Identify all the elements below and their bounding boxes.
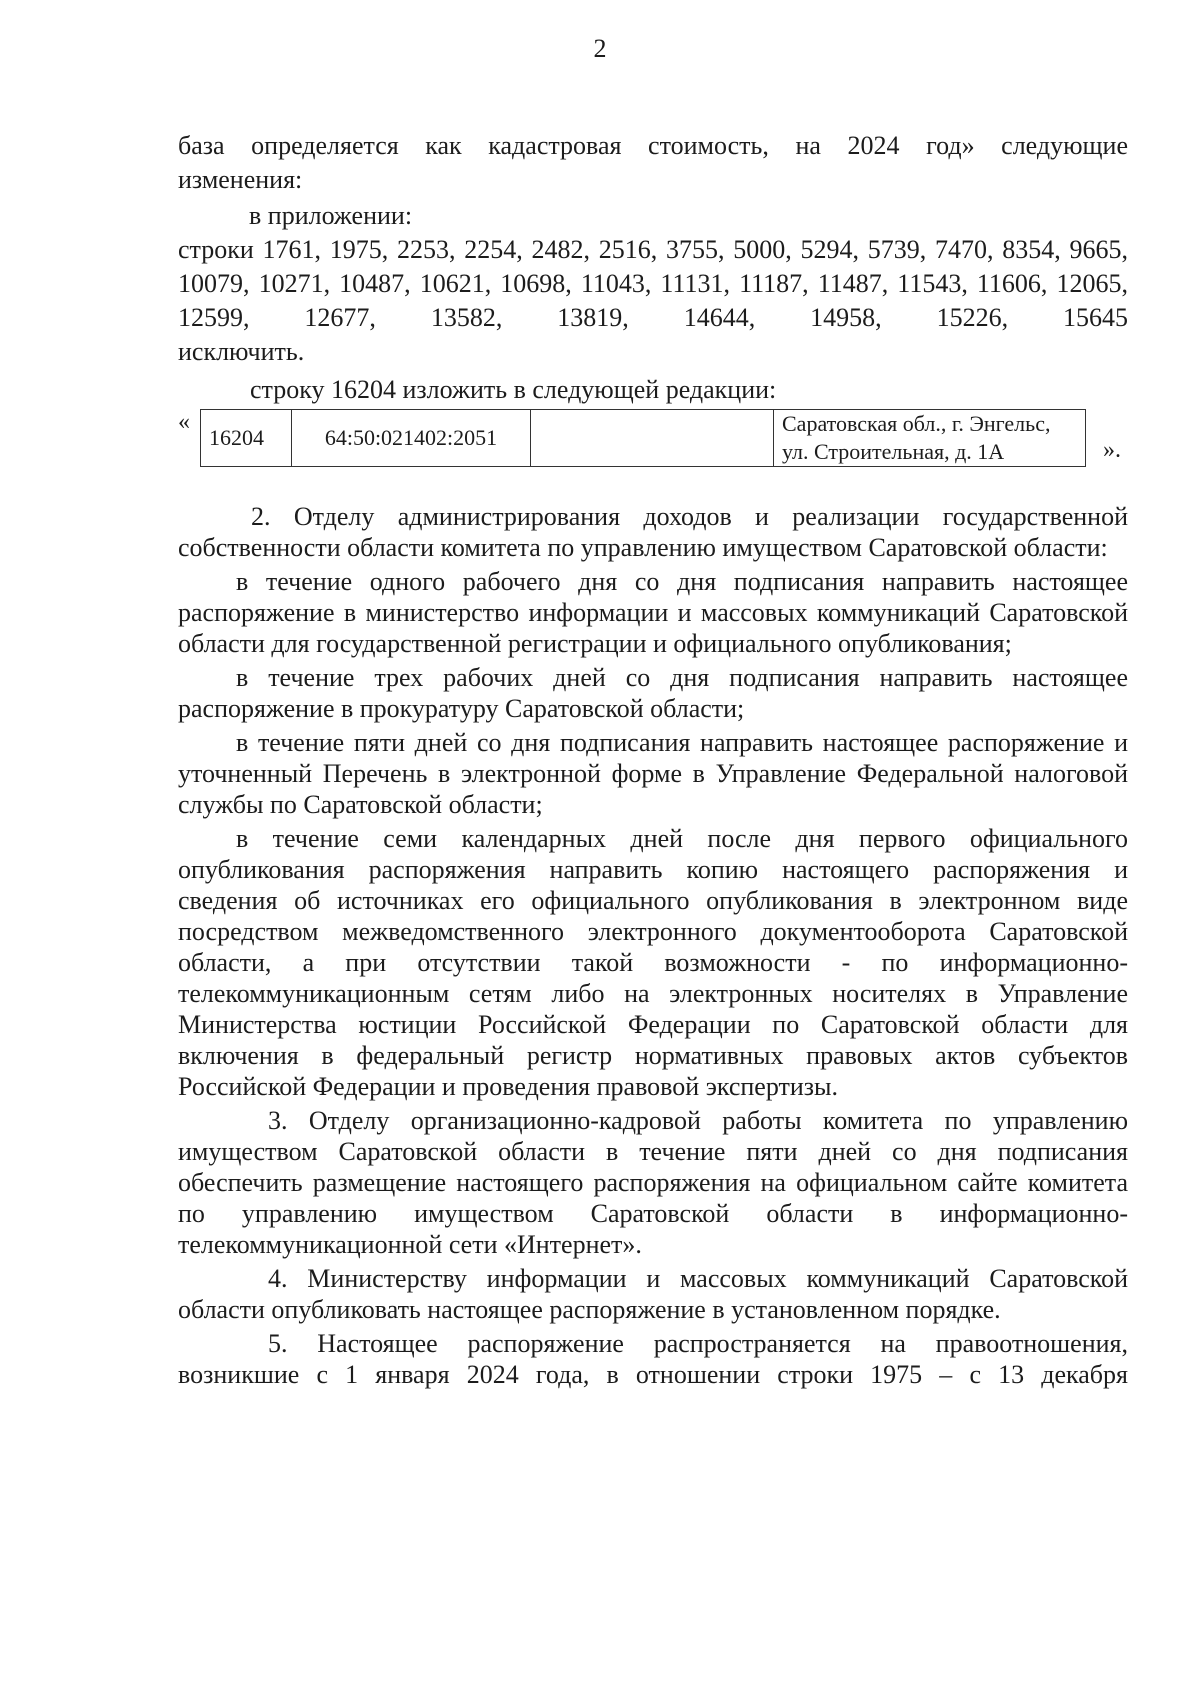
intro-line-2: изменения: <box>178 165 303 194</box>
row-number-cell: 16204 <box>201 410 292 467</box>
in-appendix-label: в приложении: <box>249 201 413 230</box>
open-quote: « <box>178 409 190 435</box>
address-line-1: Саратовская обл., г. Энгельс, <box>782 411 1051 436</box>
excluded-rows-list: строки 1761, 1975, 2253, 2254, 2482, 2516, 3755, 5000, 5294, 5739, 7470, 8354, 9665, 10079, 10271, 10487, 10621, 10698, 11043, 11131, 11187, 11487, 11543, 11606, 12065, 12599, 12677, 13582, 13819, 14644, 14958, 15226, 15645 <box>178 235 1128 332</box>
page-number: 2 <box>593 34 607 63</box>
table-row <box>201 410 1086 467</box>
paragraph-5: 5. Настоящее распоряжение распространяется на правоотношения, возникшие с 1 января 2024 года, в отношении строки 1975 – с 13 декабря <box>178 1329 1128 1389</box>
paragraph-2-item-a: в течение одного рабочего дня со дня подписания направить настоящее распоряжение в министерство информации и массовых коммуникаций Саратовской области для государственной регистрации и официального опубликования; <box>178 567 1128 658</box>
close-quote: ». <box>1103 437 1121 463</box>
amended-row-block <box>178 409 1128 467</box>
cadastral-number-cell: 64:50:021402:2051 <box>292 410 531 467</box>
paragraph-2-item-d: в течение семи календарных дней после дня первого официального опубликования распоряжения направить копию настоящего распоряжения и сведения об источниках его официального опубликования в электронном виде посредством межведомственного электронного документооборота Саратовской области, а при отсутствии такой возможности - по информационно-телекоммуникационным сетям либо на электронных носителях в Управление Министерства юстиции Российской Федерации по Саратовской области для включения в федеральный регистр нормативных правовых актов субъектов Российской Федерации и проведения правовой экспертизы. <box>178 824 1128 1101</box>
intro-line-1: база определяется как кадастровая стоимость, на 2024 год» следующие <box>178 131 1128 160</box>
paragraph-4: 4. Министерству информации и массовых коммуникаций Саратовской области опубликовать настоящее распоряжение в установленном порядке. <box>178 1264 1128 1324</box>
paragraph-2-item-b: в течение трех рабочих дней со дня подписания направить настоящее распоряжение в прокуратуру Саратовской области; <box>178 663 1128 723</box>
paragraph-2-heading: 2. Отделу администрирования доходов и реализации государственной собственности области комитета по управлению имуществом Саратовской области: <box>178 502 1128 562</box>
row-edit-instruction: строку 16204 изложить в следующей редакции: <box>250 375 777 404</box>
document-body <box>178 129 1128 1390</box>
excluded-rows-end: исключить. <box>178 337 305 366</box>
address-cell <box>774 410 1086 467</box>
paragraph-3: 3. Отделу организационно-кадровой работы комитета по управлению имуществом Саратовской области в течение пяти дней со дня подписания обеспечить размещение настоящего распоряжения на официальном сайте комитета по управлению имуществом Саратовской области в информационно-телекоммуникационной сети «Интернет». <box>178 1106 1128 1259</box>
paragraph-2-item-c: в течение пяти дней со дня подписания направить настоящее распоряжение и уточненный Перечень в электронной форме в Управление Федеральной налоговой службы по Саратовской области; <box>178 728 1128 819</box>
address-line-2: ул. Строительная, д. 1А <box>782 439 1005 464</box>
amended-row-table <box>200 409 1086 467</box>
empty-cell <box>531 410 774 467</box>
